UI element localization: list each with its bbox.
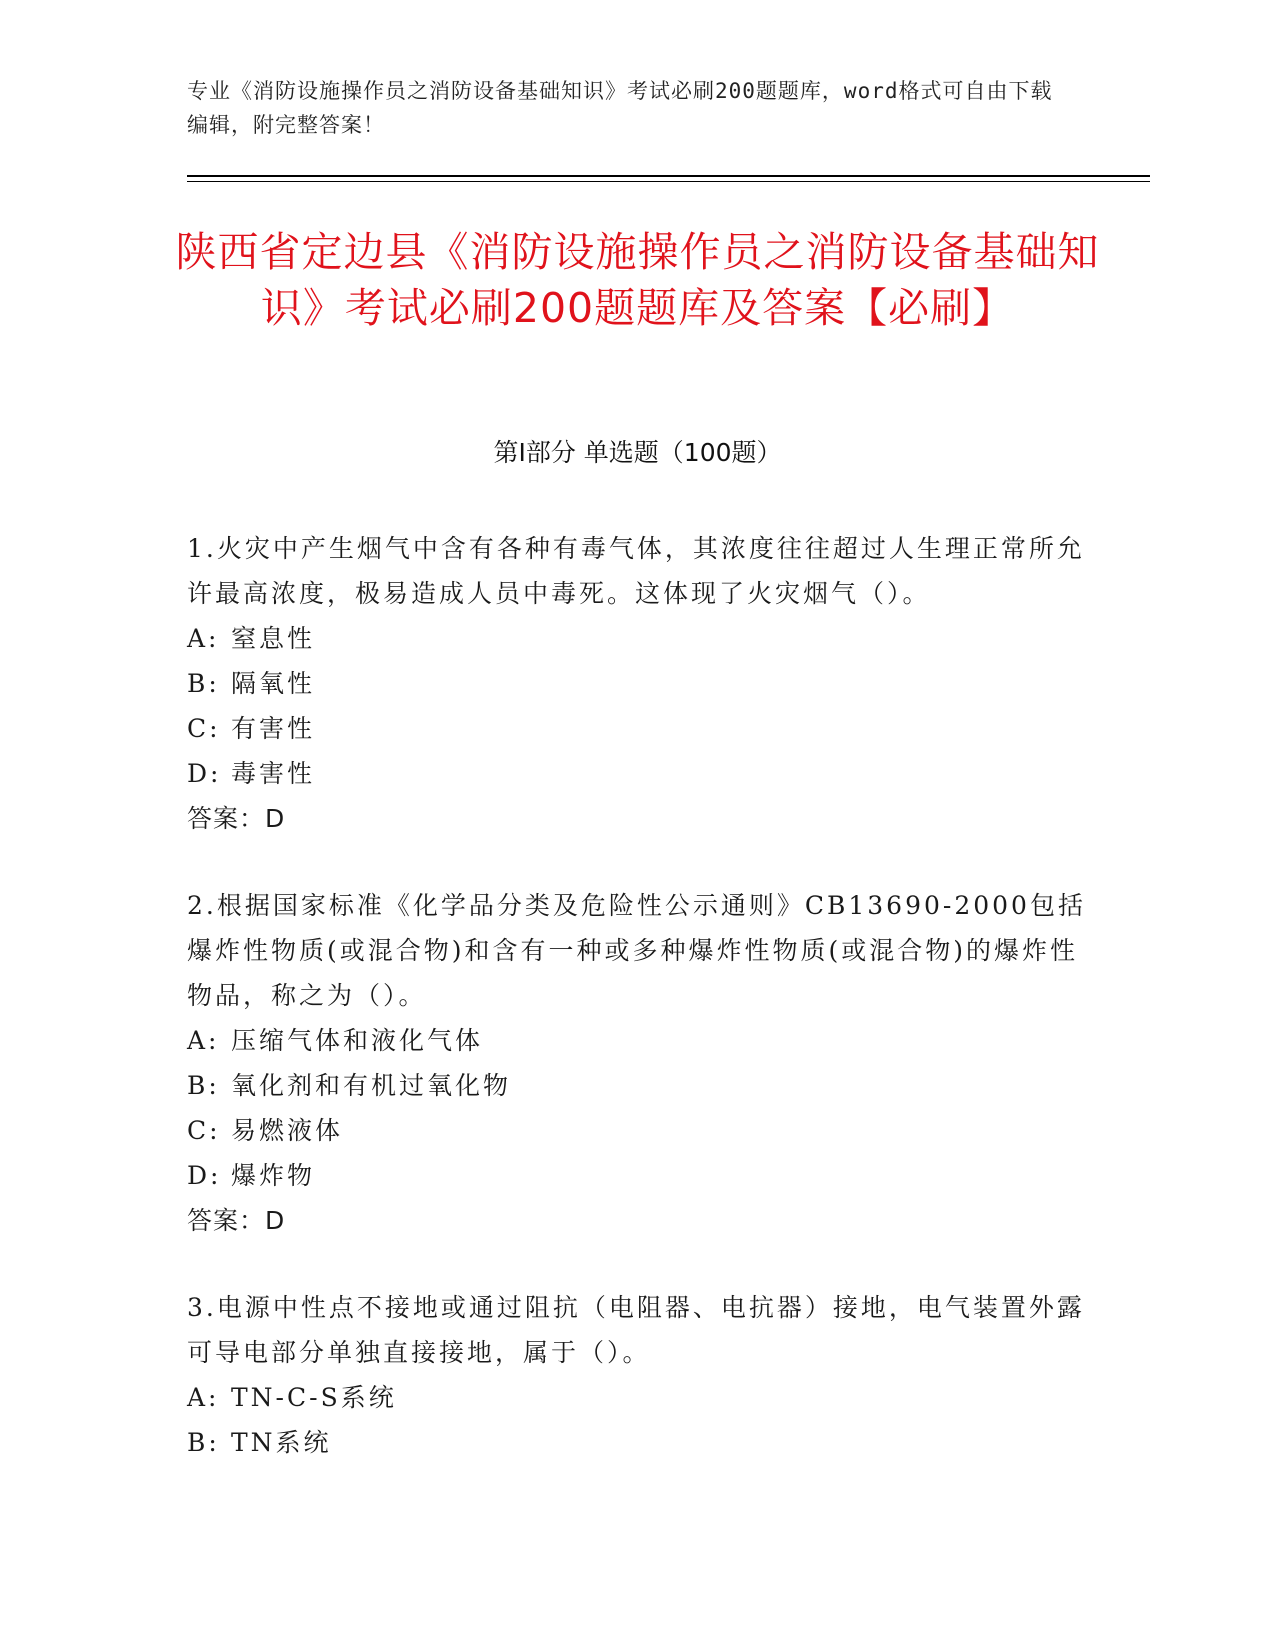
question-option — [187, 1153, 1087, 1198]
header-divider-thin — [187, 181, 1150, 182]
option-key: C: — [187, 1116, 221, 1145]
question-stem: 3.电源中性点不接地或通过阻抗（电阻器、电抗器）接地，电气装置外露可导电部分单独直接接地，属于（）。 — [187, 1293, 1085, 1367]
option-text: 爆炸物 — [231, 1161, 316, 1190]
question-answer: 答案：D — [187, 1206, 286, 1235]
header-divider-thick — [187, 175, 1150, 177]
question-option — [187, 706, 1087, 751]
option-key: A: — [187, 1026, 220, 1055]
question-list — [187, 526, 1087, 1507]
question-answer: 答案：D — [187, 804, 286, 833]
option-text: 隔氧性 — [231, 669, 316, 698]
question-option — [187, 616, 1087, 661]
question-stem: 2.根据国家标准《化学品分类及危险性公示通则》CB13690-2000包括爆炸性物质(或混合物)和含有一种或多种爆炸性物质(或混合物)的爆炸性物品，称之为（）。 — [187, 891, 1086, 1010]
question-stem: 1.火灾中产生烟气中含有各种有毒气体，其浓度往往超过人生理正常所允许最高浓度，极易造成人员中毒死。这体现了火灾烟气（）。 — [187, 534, 1085, 608]
question-option — [187, 751, 1087, 796]
option-text: 易燃液体 — [231, 1116, 344, 1145]
option-text: TN-C-S系统 — [231, 1383, 397, 1412]
option-key: A: — [187, 624, 220, 653]
option-key: D: — [187, 759, 222, 788]
question-option — [187, 1375, 1087, 1420]
question-item — [187, 1285, 1087, 1465]
option-text: 氧化剂和有机过氧化物 — [231, 1071, 512, 1100]
question-option — [187, 1018, 1087, 1063]
header-note: 专业《消防设施操作员之消防设备基础知识》考试必刷200题题库，word格式可自由下载编辑，附完整答案！ — [187, 79, 1053, 137]
option-key: D: — [187, 1161, 222, 1190]
section-heading: 第I部分 单选题（100题） — [493, 438, 782, 467]
option-text: 压缩气体和液化气体 — [231, 1026, 484, 1055]
question-option — [187, 1063, 1087, 1108]
option-text: 毒害性 — [231, 759, 316, 788]
question-item — [187, 526, 1087, 841]
option-key: A: — [187, 1383, 220, 1412]
question-option — [187, 1420, 1087, 1465]
option-key: B: — [187, 1428, 220, 1457]
option-key: C: — [187, 714, 221, 743]
option-text: TN系统 — [231, 1428, 332, 1457]
option-key: B: — [187, 669, 220, 698]
document-title: 陕西省定边县《消防设施操作员之消防设备基础知识》考试必刷200题题库及答案【必刷】 — [175, 228, 1100, 332]
option-key: B: — [187, 1071, 220, 1100]
question-item — [187, 883, 1087, 1243]
question-option — [187, 1108, 1087, 1153]
question-option — [187, 661, 1087, 706]
option-text: 有害性 — [231, 714, 316, 743]
option-text: 窒息性 — [231, 624, 316, 653]
